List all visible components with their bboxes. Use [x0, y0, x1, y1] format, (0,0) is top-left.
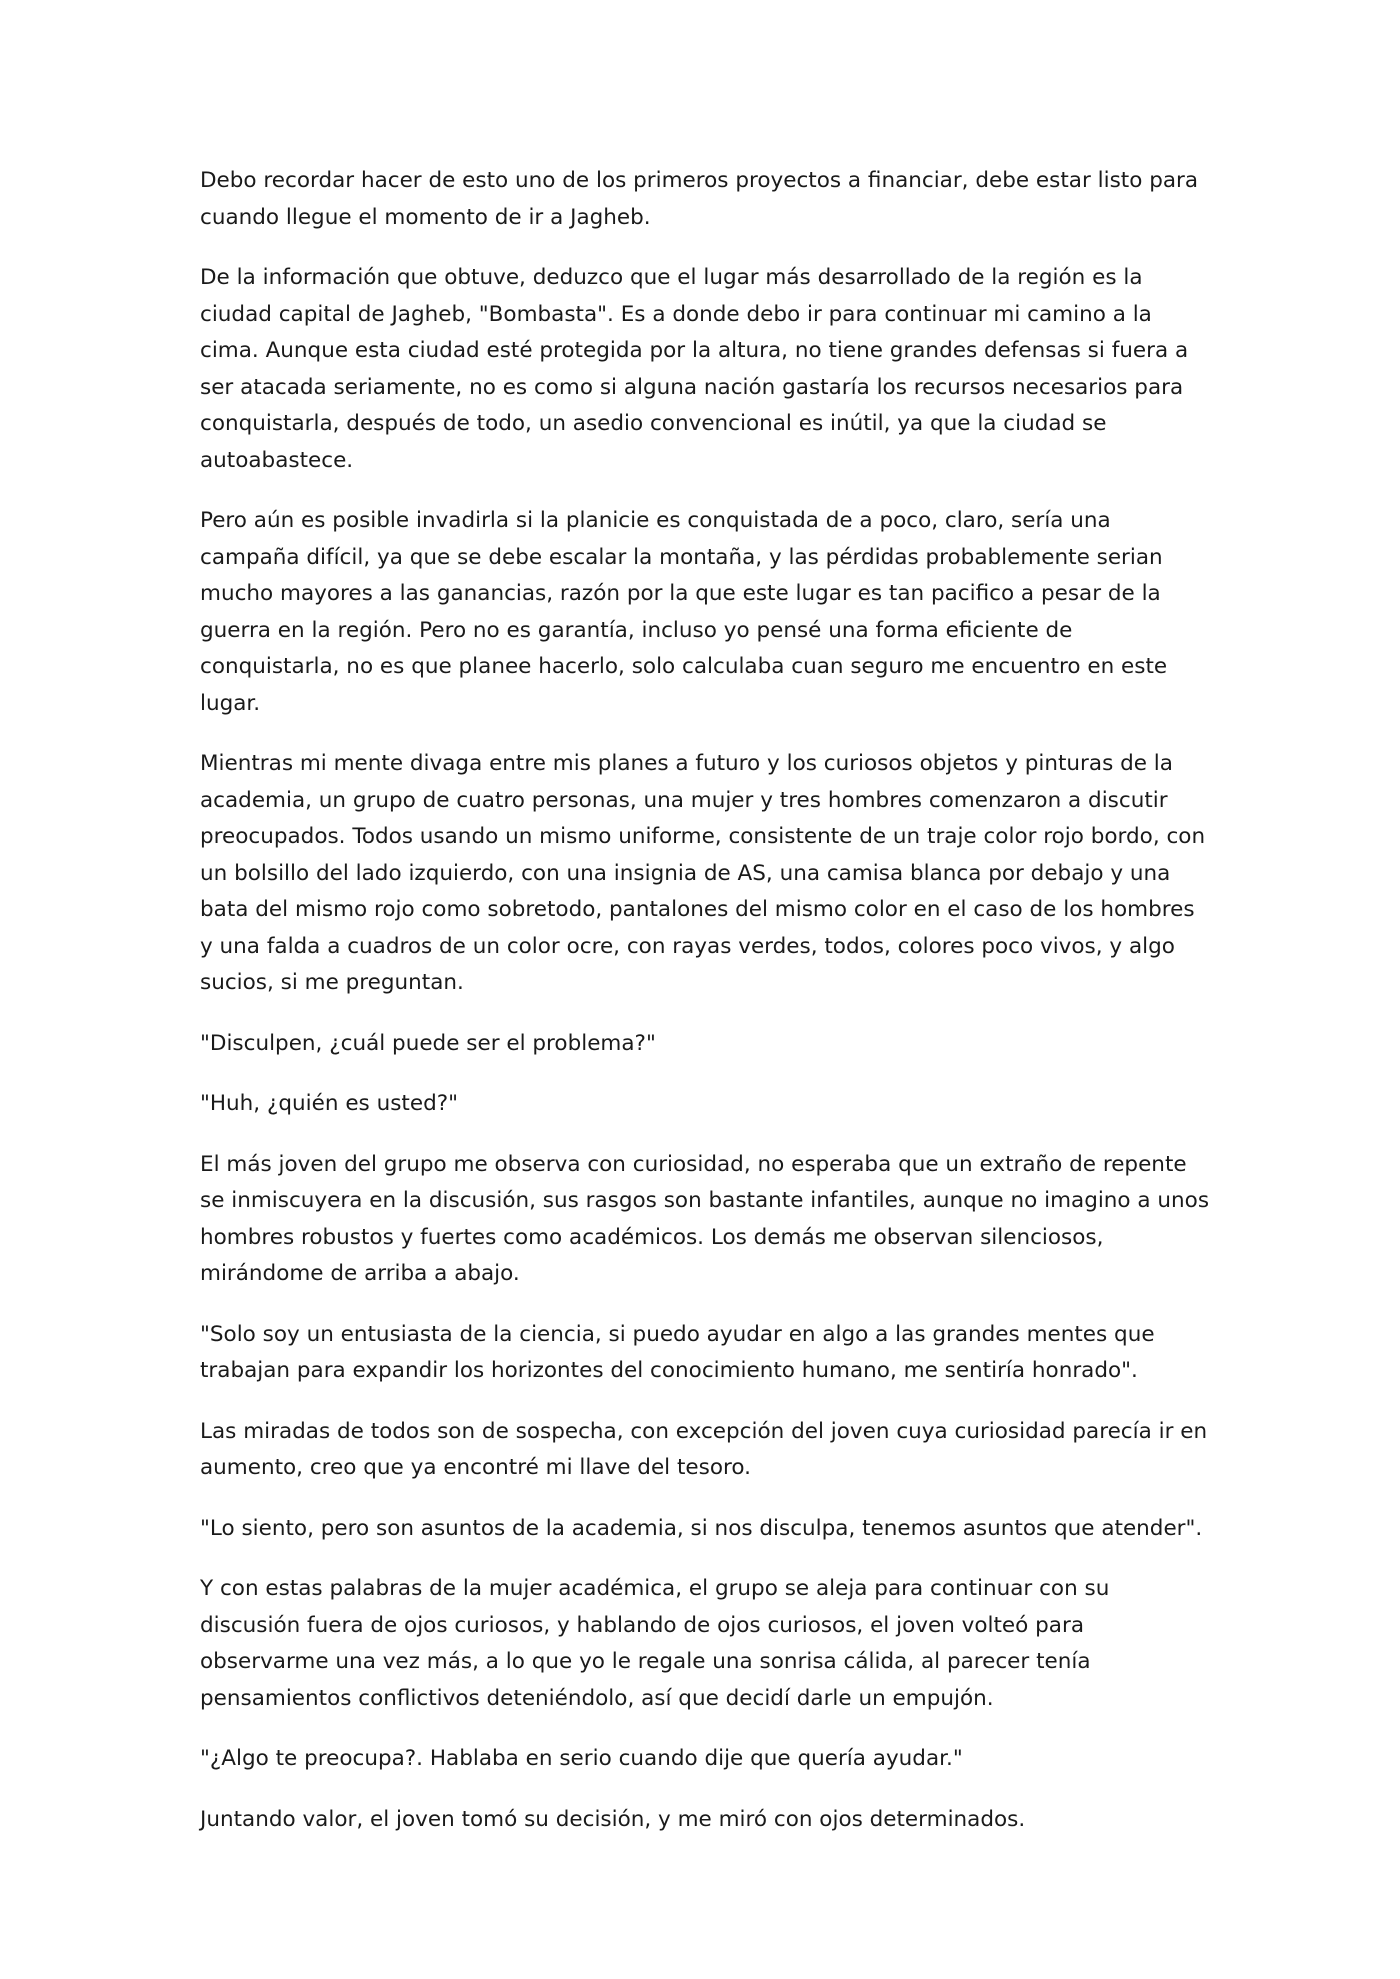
document-body: [200, 163, 1210, 1862]
paragraph: Y con estas palabras de la mujer académica, el grupo se aleja para continuar con su discusión fuera de ojos curiosos, y hablando de ojos curiosos, el joven volteó para observarme una vez más, a lo que yo le regale una sonrisa cálida, al parecer tenía pensamientos conflictivos deteniéndolo, así que decidí darle un empujón.: [200, 1576, 1110, 1711]
dialogue-line: "Disculpen, ¿cuál puede ser el problema?": [200, 1030, 656, 1056]
paragraph: El más joven del grupo me observa con curiosidad, no esperaba que un extraño de repente se inmiscuyera en la discusión, sus rasgos son bastante infantiles, aunque no imagino a unos hombres robustos y fuertes como académicos. Los demás me observan silenciosos, mirándome de arriba a abajo.: [200, 1151, 1210, 1286]
paragraph: Juntando valor, el joven tomó su decisión, y me miró con ojos determinados.: [200, 1806, 1026, 1832]
paragraph: De la información que obtuve, deduzco que el lugar más desarrollado de la región es la ciudad capital de Jagheb, "Bombasta". Es a donde debo ir para continuar mi camino a la cima. Aunque esta ciudad esté protegida por la altura, no tiene grandes defensas si fuera a ser atacada seriamente, no es como si alguna nación gastaría los recursos necesarios para conquistarla, después de todo, un asedio convencional es inútil, ya que la ciudad se autoabastece.: [200, 265, 1189, 473]
paragraph: Mientras mi mente divaga entre mis planes a futuro y los curiosos objetos y pinturas de la academia, un grupo de cuatro personas, una mujer y tres hombres comenzaron a discutir preocupados. Todos usando un mismo uniforme, consistente de un traje color rojo bordo, con un bolsillo del lado izquierdo, con una insignia de AS, una camisa blanca por debajo y una bata del mismo rojo como sobretodo, pantalones del mismo color en el caso de los hombres y una falda a cuadros de un color ocre, con rayas verdes, todos, colores poco vivos, y algo sucios, si me preguntan.: [200, 751, 1206, 995]
paragraph: Pero aún es posible invadirla si la planicie es conquistada de a poco, claro, sería una campaña difícil, ya que se debe escalar la montaña, y las pérdidas probablemente serian mucho mayores a las ganancias, razón por la que este lugar es tan pacifico a pesar de la guerra en la región. Pero no es garantía, incluso yo pensé una forma eficiente de conquistarla, no es que planee hacerlo, solo calculaba cuan seguro me encuentro en este lugar.: [200, 508, 1168, 716]
paragraph: Las miradas de todos son de sospecha, con excepción del joven cuya curiosidad parecía ir en aumento, creo que ya encontré mi llave del tesoro.: [200, 1418, 1208, 1480]
dialogue-line: "Lo siento, pero son asuntos de la academia, si nos disculpa, tenemos asuntos que atender".: [200, 1515, 1203, 1541]
dialogue-line: "Solo soy un entusiasta de la ciencia, si puedo ayudar en algo a las grandes mentes que trabajan para expandir los horizontes del conocimiento humano, me sentiría honrado".: [200, 1321, 1155, 1383]
dialogue-line: "Huh, ¿quién es usted?": [200, 1091, 459, 1116]
paragraph: Debo recordar hacer de esto uno de los primeros proyectos a financiar, debe estar listo para cuando llegue el momento de ir a Jagheb.: [200, 168, 1199, 230]
dialogue-line: "¿Algo te preocupa?. Hablaba en serio cuando dije que quería ayudar.": [200, 1746, 963, 1771]
